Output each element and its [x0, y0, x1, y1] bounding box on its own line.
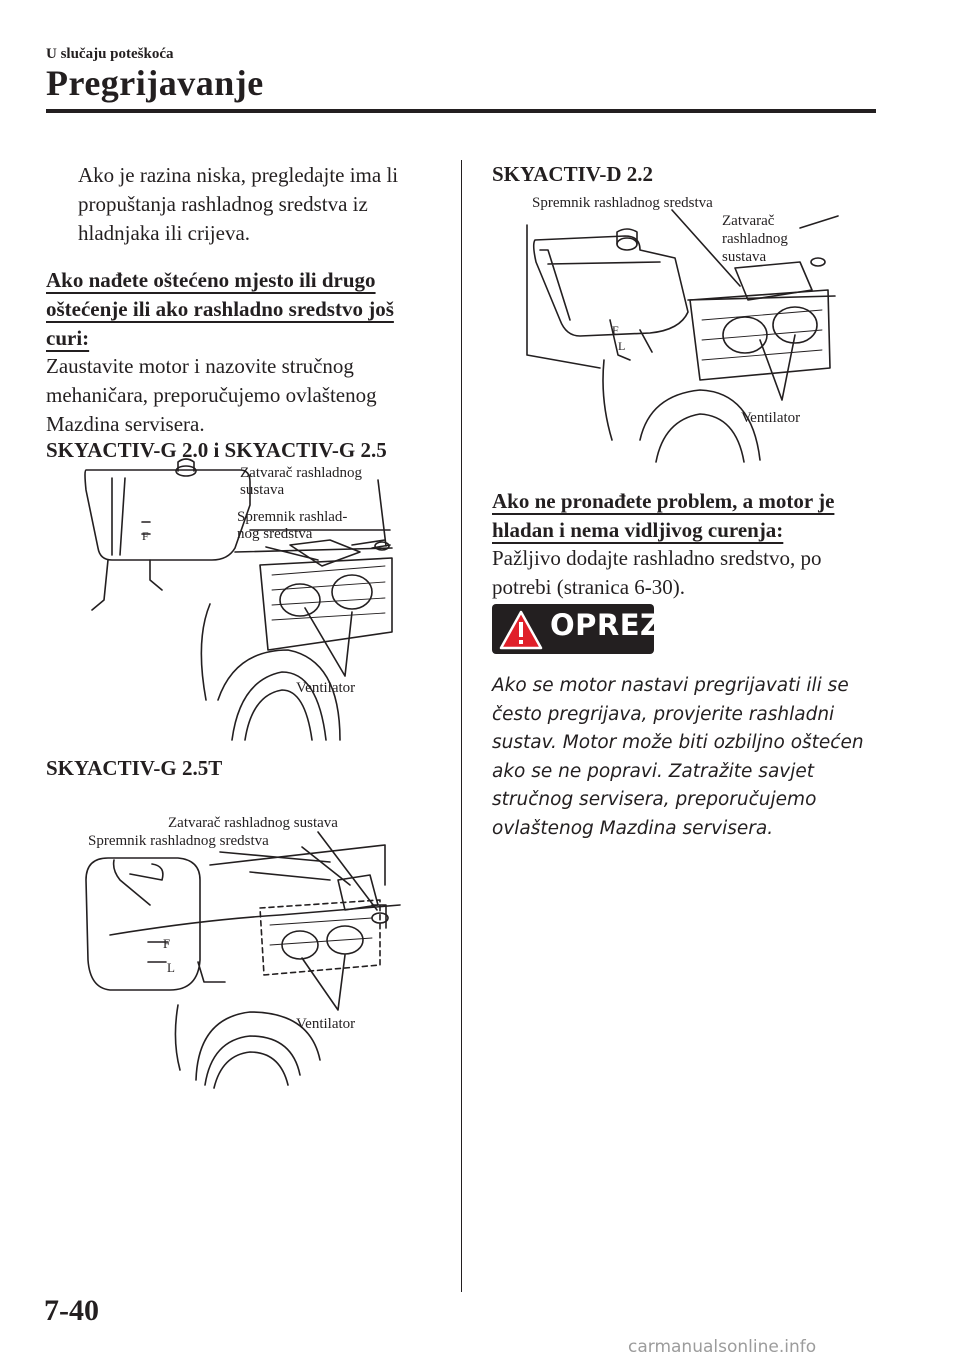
g25-fan-label: Ventilator — [296, 680, 356, 696]
damage-heading-text: Ako nađete oštećeno mjesto ili drugo oštećenje ili ako rashladno sredstvo još curi: — [46, 268, 394, 350]
figure-title-g25t: SKYACTIV-G 2.5T — [46, 756, 223, 780]
figure-g25-drawing — [85, 459, 392, 740]
caution-text: Ako se motor nastavi pregrijavati ili se često pregrijava, provjerite rashladni sustav. Motor može biti ozbiljno oštećen ako se ne popravi. Zatražite savjet stručnog servisera, preporučujemo ovlaštenog Mazdina servisera. — [492, 675, 864, 839]
damage-paragraph: Zaustavite motor i nazovite stručnog mehaničara, preporučujemo ovlaštenog Mazdina servisera. — [46, 354, 377, 436]
figure-g25t-drawing — [86, 832, 400, 1088]
d22-tank-label: Spremnik rashladnog sredstva — [532, 195, 713, 211]
d22-cap-label-line2: rashladnog — [722, 231, 788, 247]
section-kicker: U slučaju poteškoća — [46, 46, 174, 62]
noproblem-paragraph: Pažljivo dodajte rashladno sredstvo, po potrebi (stranica 6-30). — [492, 546, 822, 599]
d22-fan-label: Ventilator — [741, 410, 801, 426]
figure-title-d22: SKYACTIV-D 2.2 — [492, 162, 654, 186]
g25t-tank-label: Spremnik rashladnog sredstva — [88, 833, 269, 849]
page-title: Pregrijavanje — [46, 63, 264, 103]
caution-label: OPREZ — [550, 608, 662, 642]
figure-title-g25: SKYACTIV-G 2.0 i SKYACTIV-G 2.5 — [46, 438, 387, 462]
watermark: carmanualsonline.info — [628, 1337, 817, 1357]
page-number: 7-40 — [44, 1294, 99, 1327]
g25-tank-label-line1: Spremnik rashlad- — [237, 509, 348, 525]
svg-text:L: L — [618, 339, 626, 353]
g25-tank-label-line2: nog sredstva — [237, 526, 313, 542]
d22-cap-label-line1: Zatvarač — [722, 213, 775, 229]
noproblem-heading-text: Ako ne pronađete problem, a motor je hladan i nema vidljivog curenja: — [492, 489, 835, 542]
g25t-cap-label: Zatvarač rashladnog sustava — [168, 815, 338, 831]
g25t-fan-label: Ventilator — [296, 1016, 356, 1032]
svg-text:L: L — [167, 960, 175, 975]
g25-cap-label-line1: Zatvarač rashladnog — [240, 465, 363, 481]
g25-cap-label-line2: sustava — [240, 482, 285, 498]
d22-cap-label-line3: sustava — [722, 249, 767, 265]
svg-text:F: F — [142, 529, 149, 543]
intro-paragraph: Ako je razina niska, pregledajte ima li propuštanja rashladnog sredstva iz hladnjaka ili crijeva. — [78, 163, 399, 245]
svg-text:F: F — [163, 936, 171, 951]
svg-text:F: F — [612, 323, 619, 337]
